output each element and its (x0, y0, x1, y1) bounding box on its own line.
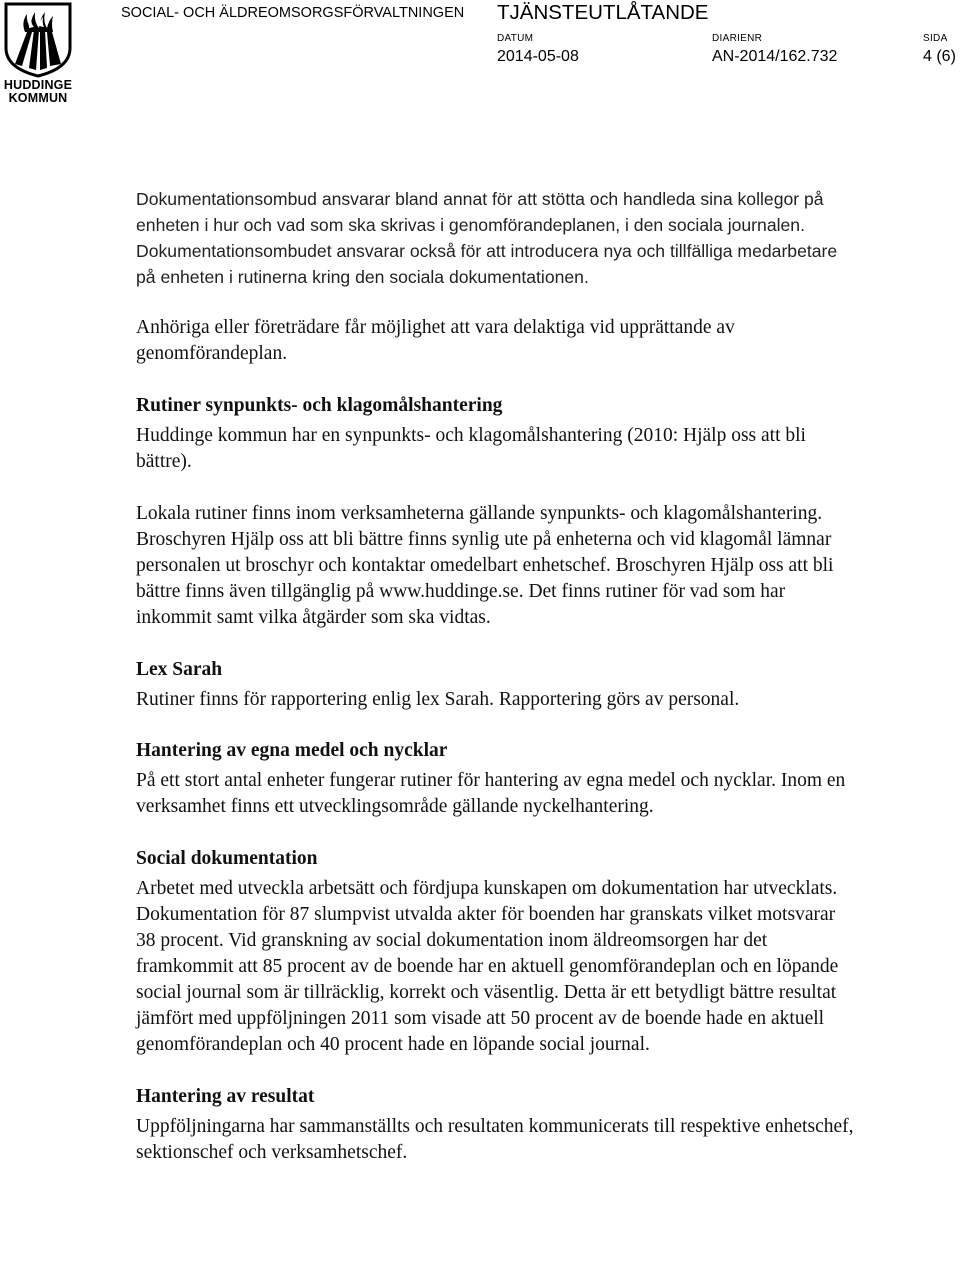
diary-number-value: AN-2014/162.732 (712, 48, 838, 65)
municipality-logo (0, 0, 76, 106)
document-body (136, 186, 856, 1166)
coat-of-arms-icon (3, 2, 73, 78)
paragraph-local-routines: Lokala rutiner finns inom verksamheterna gällande synpunkts- och klagomålshantering. Broschyren Hjälp oss att bli bättre finns synlig ute på enheterna och vid klagomål lämnar personalen ut broschyr och kontaktar omedelbart enhetschef. Broschyren Hjälp oss att bli bättre finns även tillgänglig på www.huddinge.se. Det finns rutiner för vad som har inkommit samt vilka åtgärder som ska vidtas. (136, 503, 834, 628)
paragraph-own-funds-keys: På ett stort antal enheter fungerar rutiner för hantering av egna medel och nycklar. Inom en verksamhet finns ett utvecklingsområde gällande nyckelhantering. (136, 770, 846, 817)
paragraph-complaints-system: Huddinge kommun har en synpunkts- och klagomålshantering (2010: Hjälp oss att bli bättre). (136, 425, 806, 472)
heading-own-funds-keys: Hantering av egna medel och nycklar (136, 740, 448, 761)
paragraph-lex-sarah: Rutiner finns för rapportering enlig lex Sarah. Rapportering görs av personal. (136, 689, 740, 710)
logo-text-line1: HUDDINGE (3, 78, 73, 92)
logo-text-line2: KOMMUN (8, 91, 68, 105)
diary-number-label: DIARIENR (712, 33, 763, 44)
date-value: 2014-05-08 (497, 48, 579, 65)
heading-results-handling: Hantering av resultat (136, 1086, 315, 1107)
document-header (0, 0, 960, 110)
paragraph-relatives: Anhöriga eller företrädare får möjlighet att vara delaktiga vid upprättande av genomförandeplan. (136, 317, 735, 364)
document-type: TJÄNSTEUTLÅTANDE (497, 1, 709, 24)
page-value: 4 (6) (923, 48, 956, 65)
paragraph-results-handling: Uppföljningarna har sammanställts och resultaten kommunicerats till respektive enhetschef, sektionschef och verksamhetschef. (136, 1116, 854, 1163)
organization-name: SOCIAL- OCH ÄLDREOMSORGSFÖRVALTNINGEN (121, 5, 465, 21)
heading-social-documentation: Social dokumentation (136, 848, 318, 869)
paragraph-social-documentation: Arbetet med utveckla arbetsätt och fördjupa kunskapen om dokumentation har utvecklats. Dokumentation för 87 slumpvist utvalda akter för boenden har granskats vilket motsvarar 38 procent. Vid granskning av social dokumentation inom äldreomsorgen har det framkommit att 85 procent av de boende har en aktuell genomförandeplan och en löpande social journal som är tillräcklig, korrekt och väsentlig. Detta är ett betydligt bättre resultat jämfört med uppföljningen 2011 som visade att 50 procent av de boende hade en aktuell genomförandeplan och 40 procent hade en löpande social journal. (136, 878, 839, 1055)
page-label: SIDA (923, 33, 948, 44)
paragraph-documentation-ombud: Dokumentationsombud ansvarar bland annat för att stötta och handleda sina kollegor på enheten i hur och vad som ska skrivas i genomförandeplanen, i den sociala journalen. Dokumentationsombudet ansvarar också för att introducera nya och tillfälliga medarbetare på enheten i rutinerna kring den sociala dokumentationen. (136, 189, 838, 287)
date-label: DATUM (497, 33, 534, 44)
heading-complaints: Rutiner synpunkts- och klagomålshantering (136, 395, 503, 416)
heading-lex-sarah: Lex Sarah (136, 659, 223, 680)
